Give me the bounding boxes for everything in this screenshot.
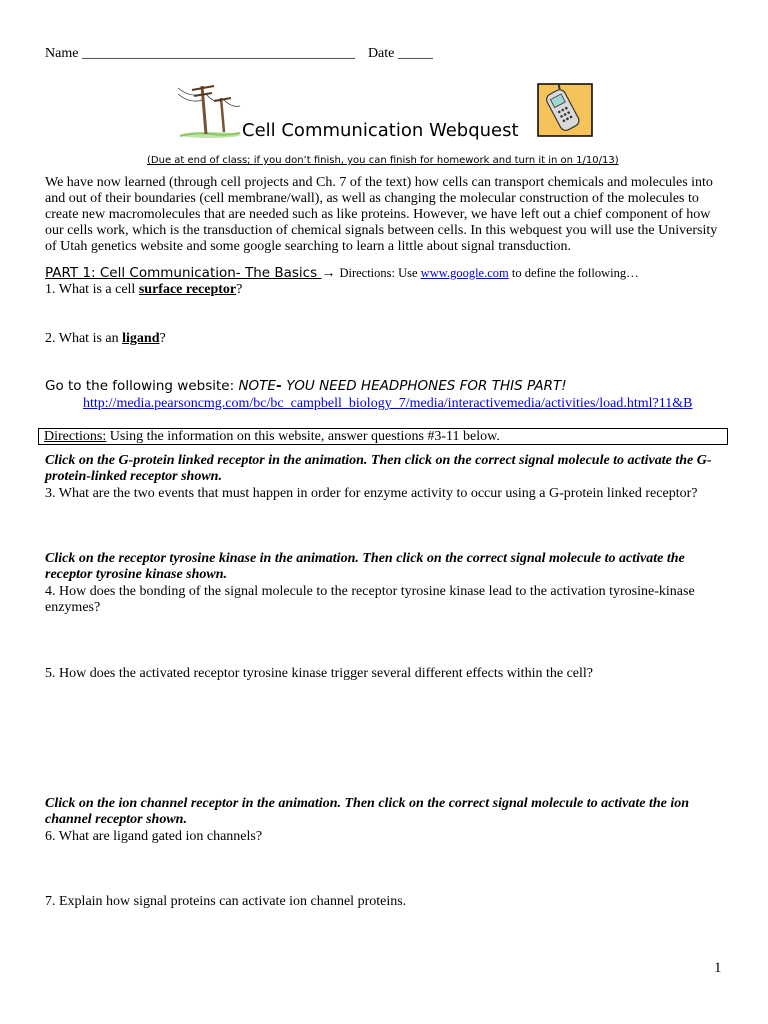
instruction-line: channel receptor shown. [45, 812, 187, 827]
question-5: 5. How does the activated receptor tyrosine kinase trigger several different effects within the cell? [45, 666, 593, 681]
name-blank[interactable]: _______________________________________ [81, 46, 355, 61]
name-label: Name [45, 46, 79, 61]
name-date-line [45, 46, 433, 62]
part1-directions-prefix: Directions: Use [339, 266, 421, 280]
date-blank[interactable]: _____ [397, 46, 433, 61]
website-link[interactable]: http://media.pearsoncmg.com/bc/bc_campbell_biology_7/media/interactivemedia/activities/load.html?11&B [83, 396, 693, 411]
goto-text: Go to the following website: [45, 378, 239, 394]
date-label: Date [367, 46, 395, 61]
power-lines-clipart [176, 78, 242, 140]
q1-suffix: ? [236, 282, 243, 297]
question-4 [45, 584, 745, 616]
intro-line: and out of their boundaries (cell membrane/wall), as well as changing the molecular construction of the molecules to [45, 191, 699, 206]
q1-text: 1. What is a cell [45, 282, 139, 297]
question-1 [45, 282, 242, 298]
instruction-line: Click on the receptor tyrosine kinase in the animation. Then click on the correct signal molecule to activate the [45, 551, 685, 566]
q2-text: 2. What is an [45, 331, 123, 346]
question-6: 6. What are ligand gated ion channels? [45, 829, 263, 844]
gprotein-instructions [45, 453, 745, 485]
goto-website-line [45, 378, 567, 395]
intro-line: create new macromolecules that are needed such as like proteins. However, we have left out a chief component of how [45, 207, 711, 222]
q4-line: 4. How does the bonding of the signal molecule to the receptor tyrosine kinase lead to the activation tyrosine-kinase [45, 584, 695, 599]
goto-note-dash: - [275, 378, 287, 394]
arrow-icon: → [321, 266, 336, 281]
cell-phone-clipart [537, 83, 593, 137]
q1-term: surface receptor [138, 282, 237, 297]
due-note: (Due at end of class; if you don’t finish, you can finish for homework and turn it in on 1/10/13) [147, 155, 619, 166]
ion-channel-instructions [45, 796, 745, 828]
intro-line: of Utah genetics website and some google searching to learn a little about signal transduction. [45, 239, 572, 254]
intro-line: our cells work, which is the transduction of chemical signals between cells. In this webquest you will use the University [45, 223, 718, 238]
question-3: 3. What are the two events that must happen in order for enzyme activity to occur using a G-protein linked receptor? [45, 486, 698, 501]
part1-directions-suffix: to define the following… [508, 266, 639, 280]
instruction-line: Click on the G-protein linked receptor in the animation. Then click on the correct signal molecule to activate the G- [45, 453, 712, 468]
goto-note: NOTE [238, 378, 276, 394]
instruction-line: Click on the ion channel receptor in the animation. Then click on the correct signal molecule to activate the ion [45, 796, 690, 811]
google-link[interactable]: www.google.com [420, 266, 509, 280]
directions-box [38, 428, 728, 445]
q2-term: ligand [122, 331, 160, 346]
directions-label: Directions: [44, 429, 107, 444]
directions-text: Using the information on this website, answer questions #3-11 below. [106, 429, 500, 444]
part1-line [45, 264, 639, 282]
instruction-line: protein-linked receptor shown. [45, 469, 222, 484]
goto-note-headphones: YOU NEED HEADPHONES FOR THIS PART! [286, 378, 567, 394]
question-7: 7. Explain how signal proteins can activate ion channel proteins. [45, 894, 407, 909]
q4-line: enzymes? [45, 600, 101, 615]
intro-line: We have now learned (through cell projects and Ch. 7 of the text) how cells can transport chemicals and molecules into [45, 175, 713, 190]
intro-paragraph [45, 175, 745, 255]
instruction-line: receptor tyrosine kinase shown. [45, 567, 228, 582]
question-2 [45, 331, 166, 347]
q2-suffix: ? [159, 331, 166, 346]
page-number: 1 [714, 960, 722, 976]
part1-heading: PART 1: Cell Communication- The Basics [45, 265, 322, 281]
rtk-instructions [45, 551, 745, 583]
page-title: Cell Communication Webquest [242, 120, 519, 141]
